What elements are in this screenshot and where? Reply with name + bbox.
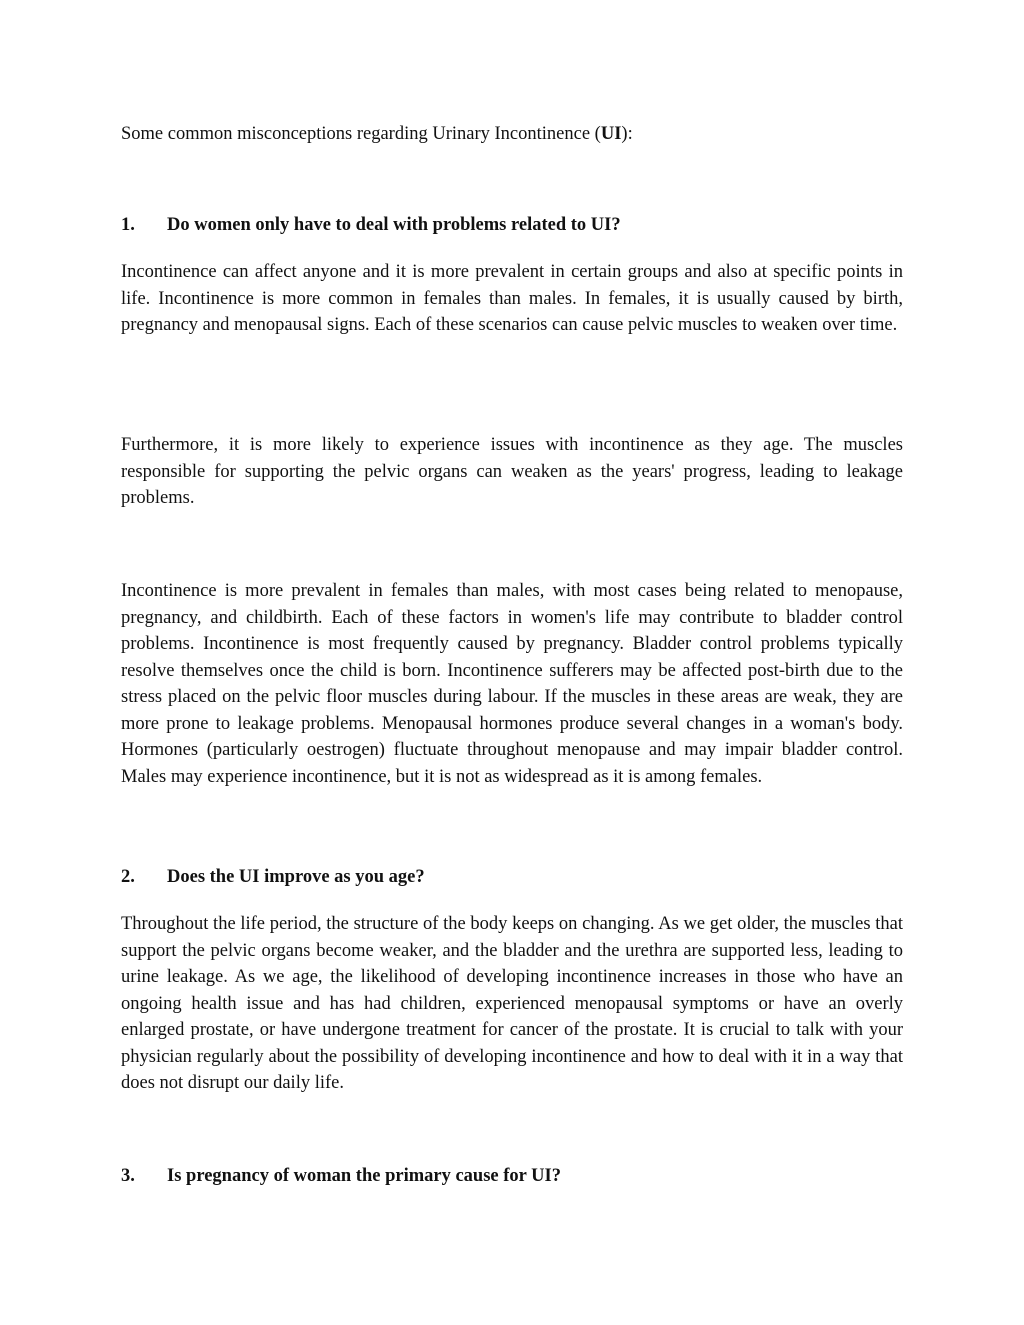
intro-suffix: ): [621,124,633,144]
section-2-heading [121,864,903,891]
section-number: 1. [121,215,135,235]
section-3-heading [121,1163,903,1190]
section-number: 2. [121,867,135,887]
section-1-heading [121,212,903,239]
section-title: Is pregnancy of woman the primary cause for UI? [167,1166,561,1186]
section-2-paragraph-1: Throughout the life period, the structure of the body keeps on changing. As we get older, the muscles that support the pelvic organs become weaker, and the bladder and the urethra are supported less, leading to urine leakage. As we age, the likelihood of developing incontinence increases in those who have an ongoing health issue and has had children, experienced menopausal symptoms or have an overly enlarged prostate, or have undergone treatment for cancer of the prostate. It is crucial to talk with your physician regularly about the possibility of developing incontinence and how to deal with it in a way that does not disrupt our daily life. [121,914,903,1093]
section-1-paragraph-1: Incontinence can affect anyone and it is more prevalent in certain groups and also at specific points in life. Incontinence is more common in females than males. In females, it is usually caused by birth, pregnancy and menopausal signs. Each of these scenarios can cause pelvic muscles to weaken over time. [121,262,903,335]
section-1-paragraph-3: Incontinence is more prevalent in females than males, with most cases being related to menopause, pregnancy, and childbirth. Each of these factors in women's life may contribute to bladder control problems. Incontinence is most frequently caused by pregnancy. Bladder control problems typically resolve themselves once the child is born. Incontinence sufferers may be affected post-birth due to the stress placed on the pelvic floor muscles during labour. If the muscles in these areas are weak, they are more prone to leakage problems. Menopausal hormones produce several changes in a woman's body. Hormones (particularly oestrogen) fluctuate throughout menopause and may impair bladder control. Males may experience incontinence, but it is not as widespread as it is among females. [121,581,903,787]
intro-abbreviation: UI [600,124,622,144]
section-1-paragraph-2: Furthermore, it is more likely to experience issues with incontinence as they age. The muscles responsible for supporting the pelvic organs can weaken as the years' progress, leading to leakage problems. [121,435,903,508]
section-title: Do women only have to deal with problems related to UI? [167,215,621,235]
section-number: 3. [121,1166,135,1186]
intro-prefix: Some common misconceptions regarding Urinary Incontinence ( [121,124,601,144]
intro-line [121,121,903,148]
section-title: Does the UI improve as you age? [167,867,425,887]
